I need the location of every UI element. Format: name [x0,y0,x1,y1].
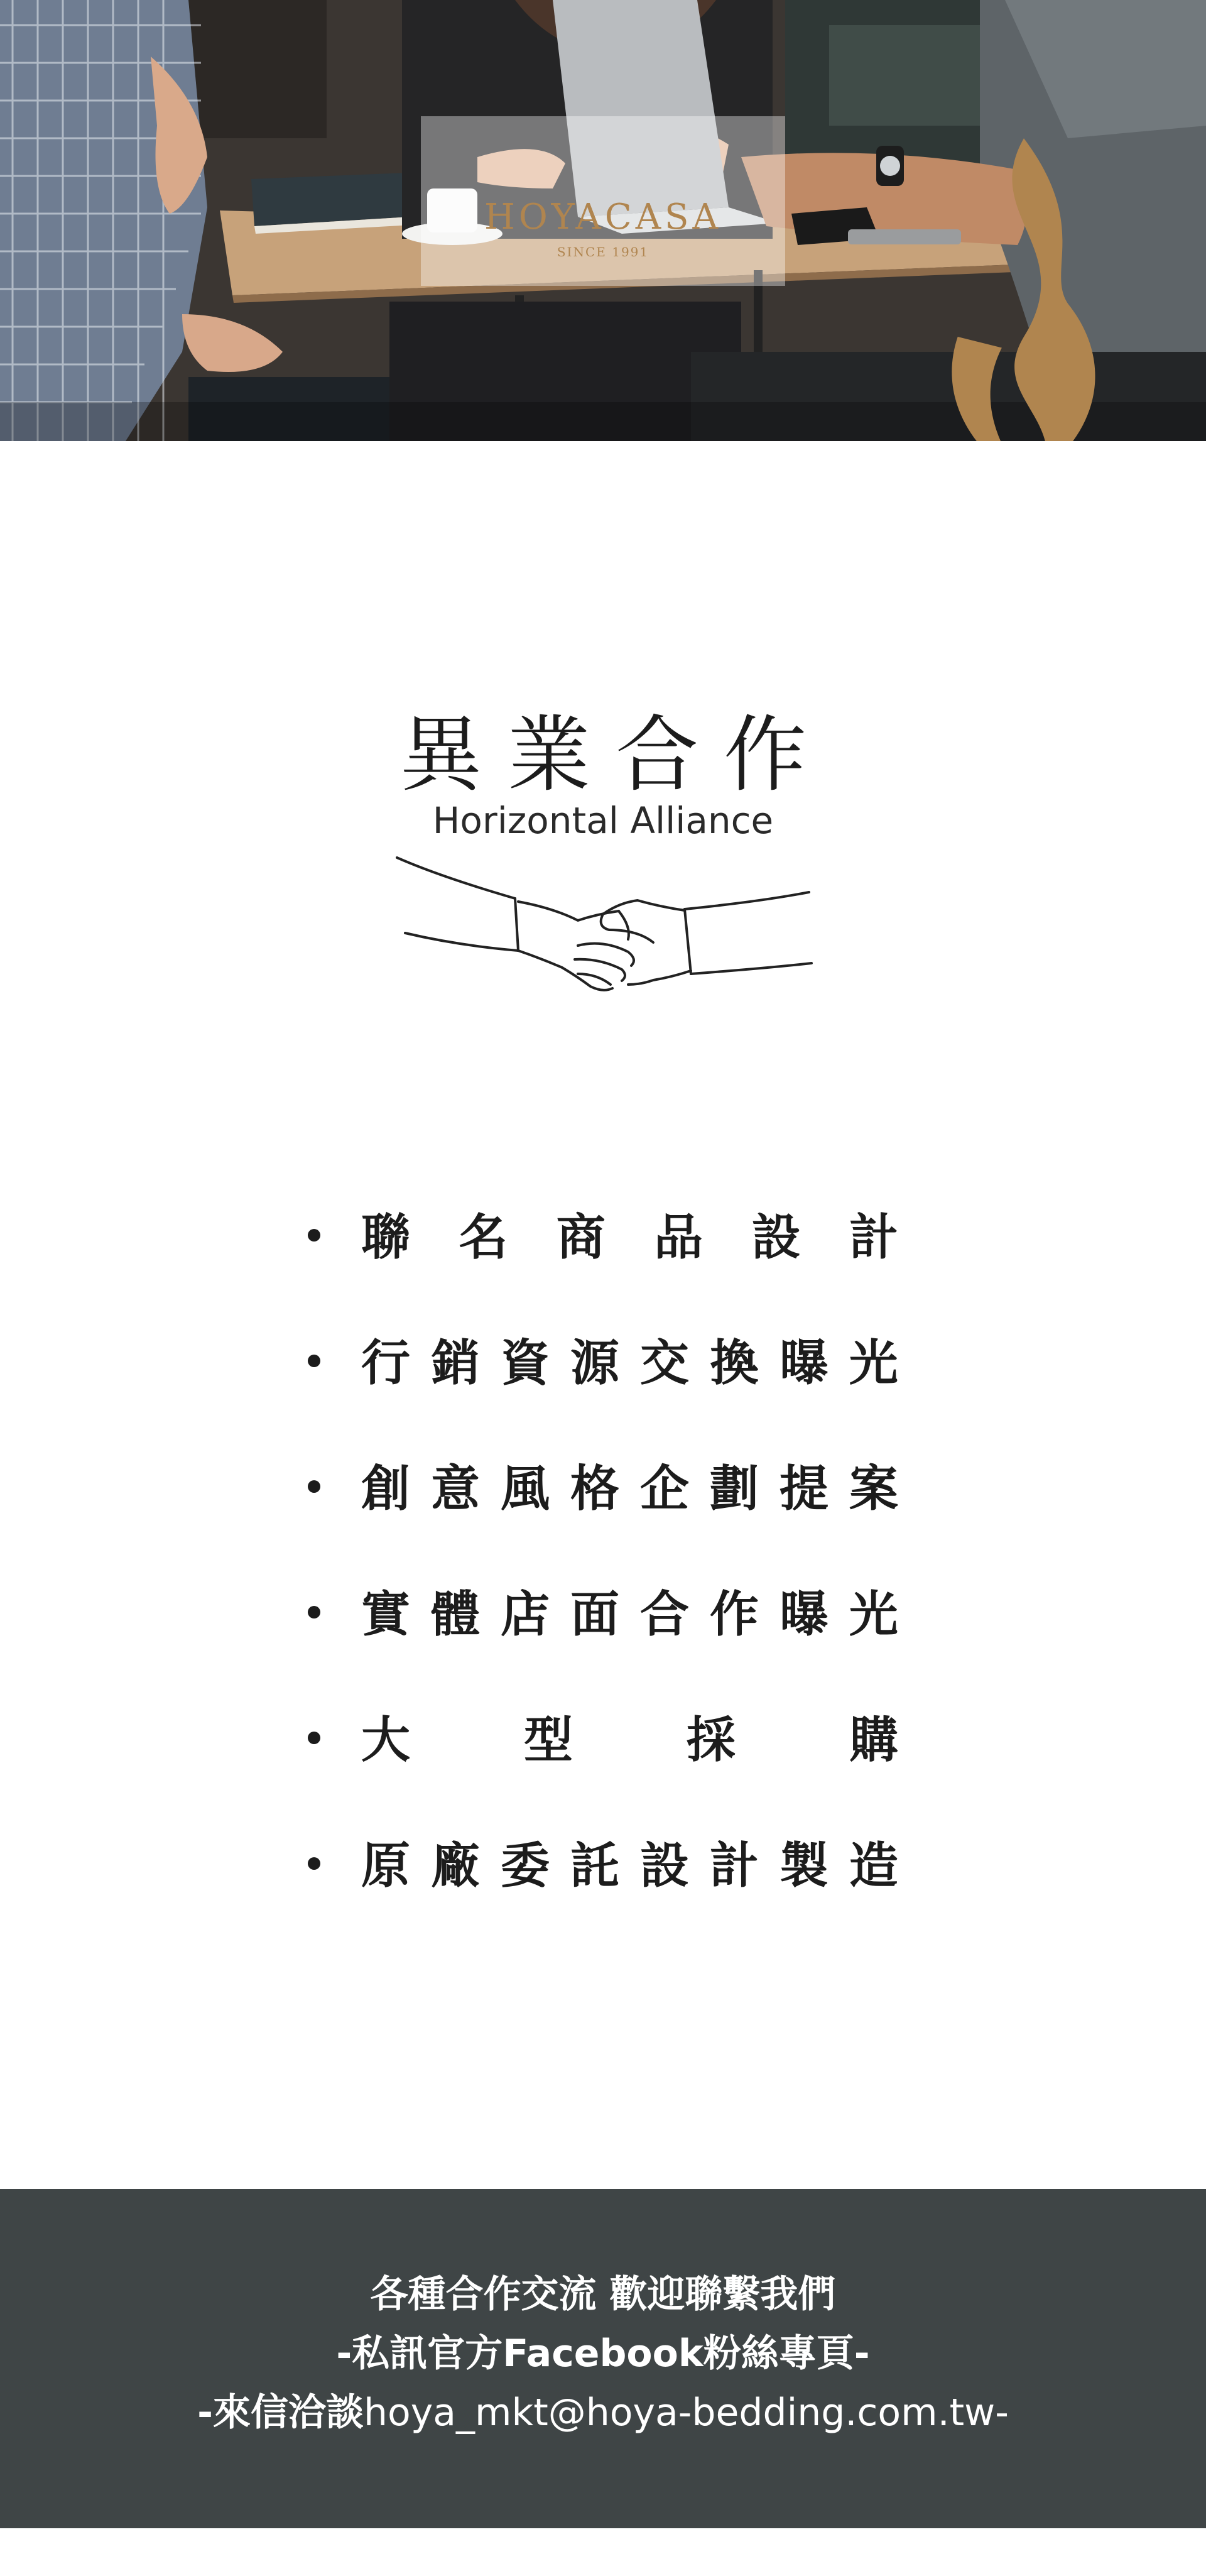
section-subtitle: Horizontal Alliance [432,799,774,842]
service-item [308,1451,898,1527]
flame-emblem-icon [421,116,1206,441]
brand-name: HOYACASA [484,197,722,237]
handshake-icon [389,851,817,1008]
bullet-icon [308,1355,320,1367]
footer-email-line [0,2388,1206,2438]
service-item [308,1828,898,1904]
service-item [308,1200,898,1275]
bullet-icon [308,1229,320,1242]
service-label: 聯 名 商 品 設 計 [361,1209,898,1266]
contact-footer [0,2189,1206,2528]
brand-logo-card [421,116,785,286]
footer-invitation: 各種合作交流 歡迎聯繫我們 [370,2273,836,2317]
footer-email-label: -來信洽談 [197,2391,364,2435]
bullet-icon [308,1732,320,1744]
footer-facebook: -私訊官方Facebook粉絲專頁- [336,2332,870,2376]
footer-email-end: - [995,2391,1009,2435]
hero-banner [0,0,1206,441]
service-label: 創 意 風 格 企 劃 提 案 [361,1461,898,1517]
service-item [308,1703,898,1778]
service-label: 行 銷 資 源 交 換 曝 光 [361,1335,898,1392]
bullet-icon [308,1857,320,1870]
service-item [308,1577,898,1652]
footer-email[interactable]: hoya_mkt@hoya-bedding.com.tw [364,2391,996,2435]
service-label: 原 廠 委 託 設 計 製 造 [361,1838,898,1894]
bullet-icon [308,1606,320,1618]
bullet-icon [308,1480,320,1493]
service-label: 實 體 店 面 合 作 曝 光 [361,1586,898,1643]
section-title: 異業合作 [399,707,832,804]
service-item [308,1326,898,1401]
service-label: 大 型 採 購 [361,1712,898,1769]
brand-since: SINCE 1991 [557,244,649,259]
